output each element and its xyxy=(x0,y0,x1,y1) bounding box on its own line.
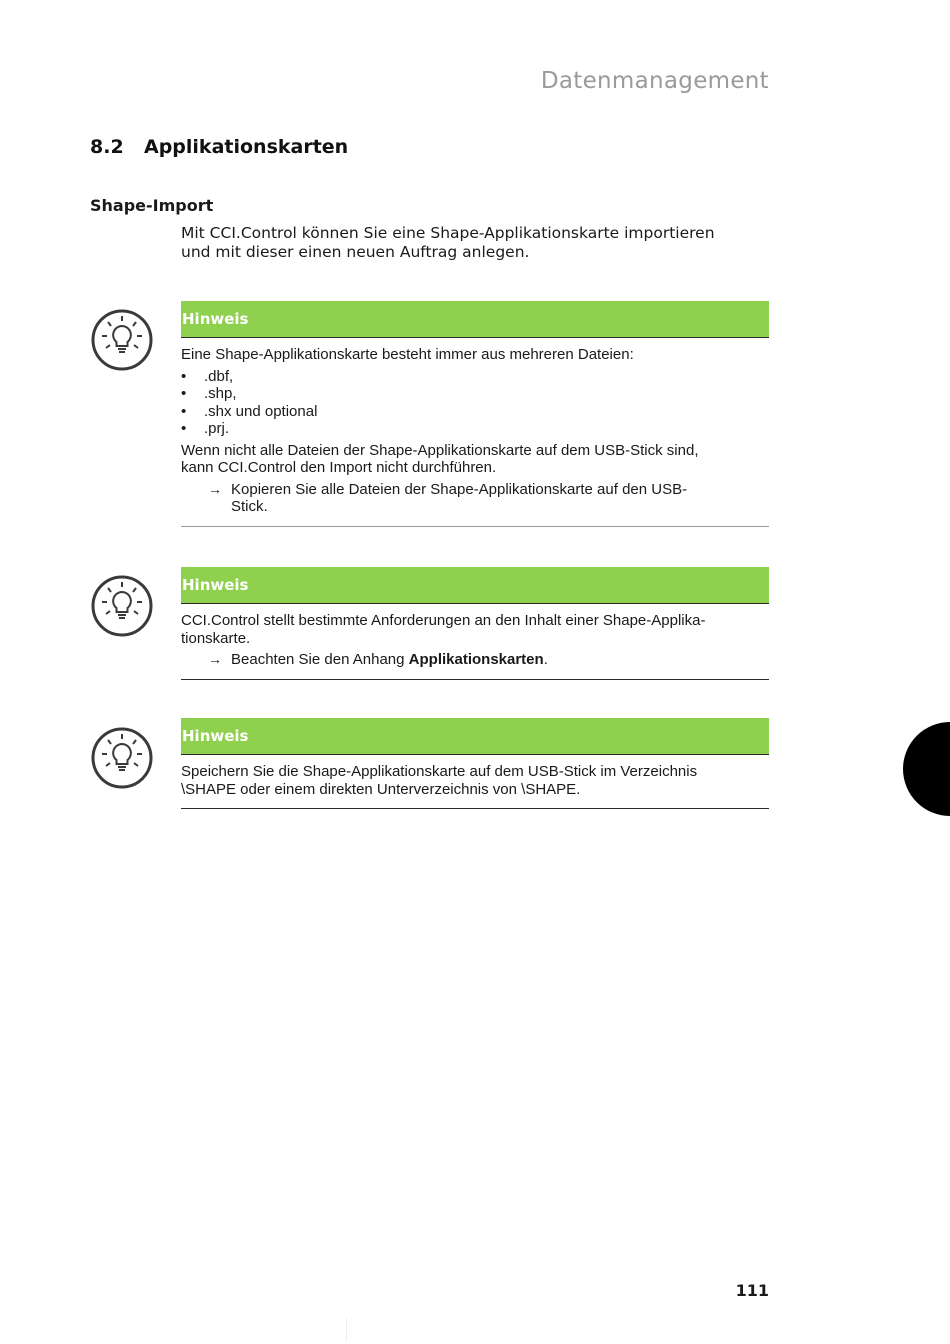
list-item: • .shx und optional xyxy=(181,403,769,421)
scan-mark xyxy=(346,1318,347,1342)
list-item: • .prj. xyxy=(181,420,769,438)
subheading: Shape-Import xyxy=(90,196,214,215)
note-text: tionskarte. xyxy=(181,629,251,647)
note-bottom-rule xyxy=(181,526,769,527)
note-icon-wrapper xyxy=(91,575,153,637)
note-box xyxy=(181,301,769,527)
running-header: Datenmanagement xyxy=(540,68,769,94)
note-text: \SHAPE oder einem direkten Unterverzeichnis von \SHAPE. xyxy=(181,780,581,798)
list-item: • .dbf, xyxy=(181,368,769,386)
lightbulb-icon xyxy=(91,309,153,371)
note-text: Speichern Sie die Shape-Applikationskarte auf dem USB-Stick im Verzeichnis xyxy=(181,763,698,780)
section-title xyxy=(90,136,348,158)
action-text: Kopieren Sie alle Dateien der Shape-Applikationskarte auf den USB- xyxy=(231,480,688,498)
intro-line: und mit dieser einen neuen Auftrag anlegen. xyxy=(181,243,530,261)
action-text: Stick. xyxy=(231,498,268,515)
note-box xyxy=(181,567,769,680)
action-text-end: . xyxy=(543,651,548,668)
intro-line: Mit CCI.Control können Sie eine Shape-Applikationskarte importieren xyxy=(181,224,715,242)
note-text: kann CCI.Control den Import nicht durchführen. xyxy=(181,459,497,476)
note-icon-wrapper xyxy=(91,309,153,371)
note-text: Eine Shape-Applikationskarte besteht immer aus mehreren Dateien: xyxy=(181,346,634,363)
note-text: CCI.Control stellt bestimmte Anforderungen an den Inhalt einer Shape-Applika- xyxy=(181,612,706,629)
note-header: Hinweis xyxy=(181,718,769,755)
appendix-reference: Applikationskarten xyxy=(408,651,544,668)
note-header: Hinweis xyxy=(181,567,769,604)
list-item: • .shp, xyxy=(181,385,769,403)
note-box xyxy=(181,718,769,809)
note-bottom-rule xyxy=(181,679,769,680)
action-step xyxy=(181,481,769,516)
section-number: 8.2 xyxy=(90,136,124,158)
intro-paragraph xyxy=(181,224,771,262)
note-body xyxy=(181,338,769,516)
section-title-text: Applikationskarten xyxy=(144,136,349,158)
note-body xyxy=(181,604,769,669)
arrow-right-icon: → xyxy=(208,480,222,497)
action-step xyxy=(181,651,769,669)
action-text: Beachten Sie den Anhang xyxy=(231,651,409,668)
note-body xyxy=(181,755,769,798)
note-text: Wenn nicht alle Dateien der Shape-Applikationskarte auf dem USB-Stick sind, xyxy=(181,441,699,459)
chapter-thumb-tab xyxy=(903,722,950,816)
arrow-right-icon: → xyxy=(208,651,222,667)
file-list xyxy=(181,368,769,438)
note-icon-wrapper xyxy=(91,727,153,789)
page-number: 111 xyxy=(735,1281,769,1300)
lightbulb-icon xyxy=(91,575,153,637)
note-bottom-rule xyxy=(181,808,769,809)
lightbulb-icon xyxy=(91,727,153,789)
note-header: Hinweis xyxy=(181,301,769,338)
